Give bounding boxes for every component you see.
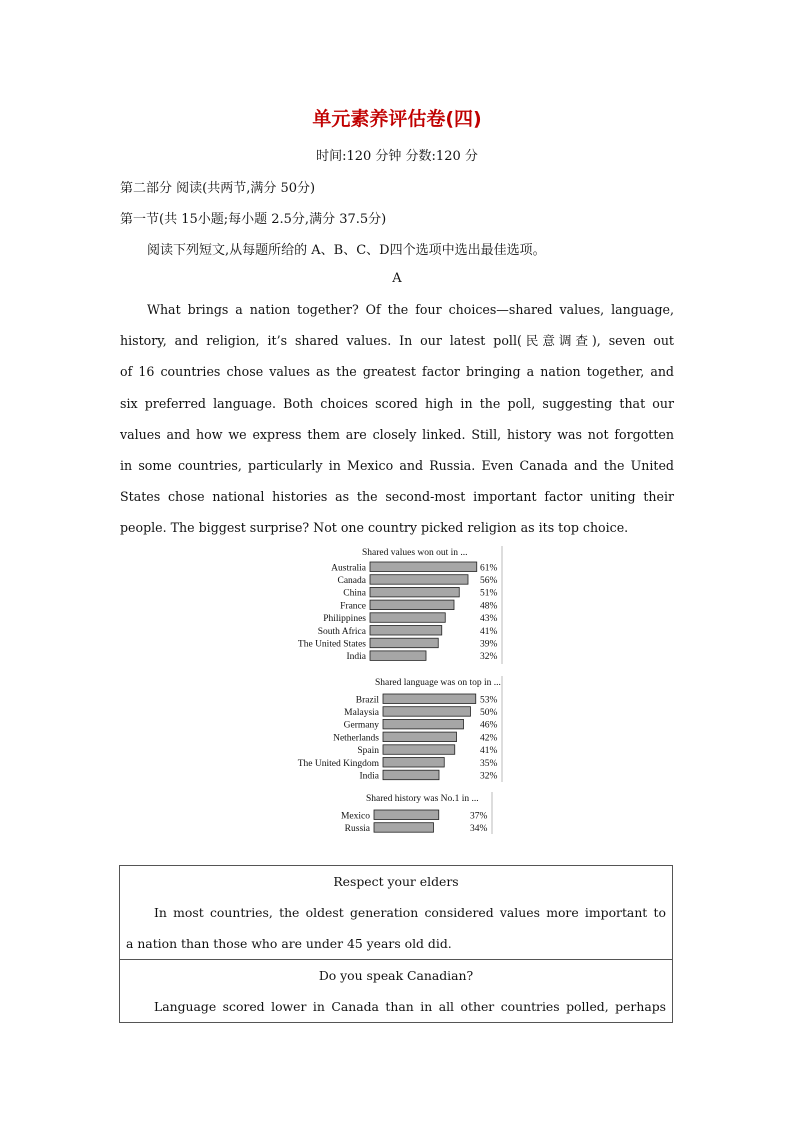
instruction-text: 阅读下列短文,从每题所给的 A、B、C、D四个选项中选出最佳选项。 xyxy=(147,243,546,258)
bar xyxy=(370,600,454,610)
passage-line: What brings a nation together? Of the four choices—shared values, language, xyxy=(147,302,674,317)
bar-label: China xyxy=(343,588,366,599)
subsection-heading: 第一节(共 15小题;每小题 2.5分,满分 37.5分) xyxy=(120,212,387,227)
box-body xyxy=(120,897,672,959)
bar-value-label: 34% xyxy=(470,824,488,834)
bar xyxy=(374,823,434,833)
passage-line: six preferred language. Both choices scored high in the poll, suggesting that our xyxy=(120,395,674,411)
box-line: In most countries, the oldest generation considered values more important to xyxy=(154,905,666,920)
passage-line: in some countries, particularly in Mexico and Russia. Even Canada and the United xyxy=(120,457,674,473)
bar-value-label: 32% xyxy=(480,771,498,782)
box-line: a nation than those who are under 45 years old did. xyxy=(126,936,452,951)
bar xyxy=(370,613,445,623)
bar-value-label: 35% xyxy=(480,758,498,769)
bar xyxy=(383,732,457,742)
bar-label: Philippines xyxy=(323,614,366,625)
bar-value-label: 41% xyxy=(480,626,498,637)
bar-label: India xyxy=(346,652,366,663)
bar xyxy=(383,758,444,768)
bar-value-label: 43% xyxy=(480,614,498,625)
chart-shared-language-svg xyxy=(292,674,504,784)
bar-value-label: 56% xyxy=(480,576,498,586)
chart-shared-values xyxy=(292,544,504,666)
bar-value-label: 32% xyxy=(480,652,498,663)
bar-value-label: 39% xyxy=(480,639,498,650)
bar-label: The United Kingdom xyxy=(297,758,379,769)
chart-title-values: Shared values won out in ... xyxy=(362,548,468,558)
bar-value-label: 51% xyxy=(480,588,498,599)
bar xyxy=(370,587,459,597)
passage-line: of 16 countries chose values as the greatest factor bringing a nation together, and xyxy=(120,364,674,380)
bar-label: Brazil xyxy=(355,695,379,706)
box-section-elders xyxy=(120,866,672,959)
bar-label: Australia xyxy=(331,563,366,574)
box-line: Language scored lower in Canada than in all other countries polled, perhaps xyxy=(154,999,666,1014)
bar-label: Spain xyxy=(357,746,379,757)
bar-value-label: 50% xyxy=(480,708,498,718)
chart-shared-history-svg xyxy=(292,790,494,836)
passage-body xyxy=(120,294,674,544)
bar xyxy=(374,810,439,820)
bar xyxy=(383,694,476,704)
chart-shared-values-svg xyxy=(292,544,504,666)
passage-line: history, and religion, it’s shared values. In our latest poll(民意调查), seven out xyxy=(120,333,674,349)
bar xyxy=(370,562,477,572)
bar-label: Mexico xyxy=(340,811,370,822)
bar-value-label: 46% xyxy=(480,720,498,731)
info-box xyxy=(119,865,673,1023)
part-heading: 第二部分 阅读(共两节,满分 50分) xyxy=(120,181,316,196)
box-section-canadian xyxy=(120,959,672,1022)
bar xyxy=(370,626,442,636)
bar-value-label: 61% xyxy=(480,563,498,574)
bar-label: France xyxy=(340,601,366,612)
bar xyxy=(383,719,464,729)
bar-label: Netherlands xyxy=(333,733,379,744)
chart-title-language: Shared language was on top in ... xyxy=(375,678,501,688)
passage-line: people. The biggest surprise? Not one country picked religion as its top choice. xyxy=(120,520,629,536)
bar-label: Russia xyxy=(344,824,370,834)
chart-shared-language xyxy=(292,674,504,784)
time-score-line: 时间:120 分钟 分数:120 分 xyxy=(316,149,478,164)
bar-label: India xyxy=(359,771,379,782)
bar xyxy=(383,745,455,755)
passage-line: values and how we express them are closely linked. Still, history was not forgotten xyxy=(120,426,674,442)
passage-letter: A xyxy=(392,271,402,286)
bar-label: South Africa xyxy=(317,626,366,637)
bar-value-label: 41% xyxy=(480,746,498,757)
bar-value-label: 48% xyxy=(480,601,498,612)
bar xyxy=(383,770,439,780)
bar-label: The United States xyxy=(297,639,366,650)
bar-value-label: 53% xyxy=(480,695,498,706)
box-heading: Do you speak Canadian? xyxy=(318,968,474,983)
bar-label: Germany xyxy=(343,720,379,731)
bar-value-label: 42% xyxy=(480,733,498,744)
bar xyxy=(370,638,438,648)
page-title: 单元素养评估卷(四) xyxy=(312,108,482,130)
box-body xyxy=(120,991,672,1022)
box-heading: Respect your elders xyxy=(333,874,459,889)
bar-label: Malaysia xyxy=(344,708,379,718)
bar xyxy=(383,707,471,717)
bar-value-label: 37% xyxy=(470,811,488,822)
chart-title-history: Shared history was No.1 in ... xyxy=(366,794,479,804)
passage-line: States chose national histories as the second-most important factor uniting their xyxy=(120,489,674,505)
bar-label: Canada xyxy=(337,576,366,586)
bar xyxy=(370,575,468,585)
bar xyxy=(370,651,426,661)
chart-shared-history xyxy=(292,790,494,836)
